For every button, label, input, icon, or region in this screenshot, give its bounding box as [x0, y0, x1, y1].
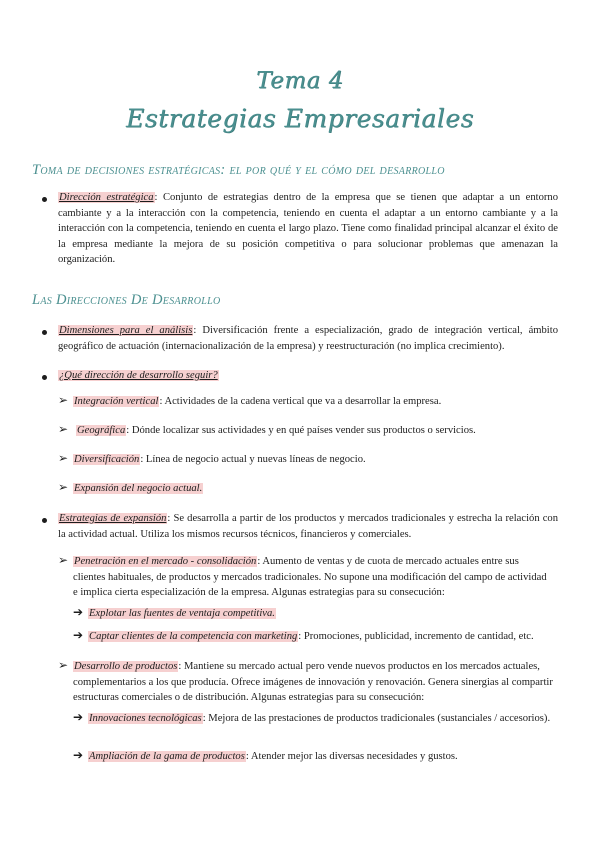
arrow-bullet: ➢	[58, 393, 69, 407]
term-captar: Captar clientes de la competencia con marketing	[89, 631, 298, 642]
term-expansion: Expansión del negocio actual.	[74, 483, 203, 494]
strategy-item	[88, 629, 558, 645]
item-text: : Mejora de las prestaciones de productos tradicionales (sustanciales / accesorios).	[202, 713, 551, 724]
expansion-sub2	[73, 659, 553, 706]
term-integracion-vertical: Integración vertical	[74, 396, 159, 407]
arrow-right-icon: ➔	[73, 748, 84, 762]
strategy-item	[88, 711, 558, 727]
section2-bullet2	[58, 368, 558, 384]
arrow-bullet: ➢	[58, 422, 69, 436]
doc-title-line2: Estrategias Empresariales	[126, 104, 474, 133]
term-estrategias-expansion: Estrategias de expansión	[59, 513, 167, 524]
bullet-dot	[42, 197, 47, 202]
section2-bullet3	[58, 511, 558, 542]
direction-item	[73, 452, 563, 468]
arrow-bullet: ➢	[58, 480, 69, 494]
item-text: : Línea de negocio actual y nuevas líneas de negocio.	[140, 454, 366, 465]
expansion-sub1	[73, 554, 553, 601]
doc-title-line1: Tema 4	[256, 68, 344, 94]
term-que-direccion: ¿Qué dirección de desarrollo seguir?	[59, 370, 218, 381]
sub-text: : Aumento de ventas y de cuota de mercado actuales entre sus clientes habituales, de productos y mercados tradicionales. No supone una modificación del campo de actividad e implica cierta especialización de la empresa. Algunas estrategias para su consecución:	[73, 556, 547, 598]
section2-bullet1	[58, 323, 558, 354]
term-innovaciones: Innovaciones tecnológicas	[89, 713, 202, 724]
term-desarrollo-productos: Desarrollo de productos	[74, 661, 178, 672]
arrow-bullet: ➢	[58, 451, 69, 465]
bullet-dot	[42, 330, 47, 335]
section1-heading: Toma de decisiones estratégicas: el por qué y el cómo del desarrollo	[32, 162, 445, 178]
bullet-text: : Conjunto de estrategias dentro de la empresa que se tienen que adaptar a un entorno cambiante y a la interacción con la competencia, teniendo en cuenta el adaptar a un entorno cambiante y a la interacción con la competencia, teniendo en cuenta el largo plazo. Tiene como finalidad principal alcanzar el éxito de la empresa mediante la mejora de su posición competitiva o para solucionar problemas que amenazan la organización.	[58, 192, 558, 265]
term-diversificacion: Diversificación	[74, 454, 140, 465]
arrow-right-icon: ➔	[73, 628, 84, 642]
item-text: : Actividades de la cadena vertical que va a desarrollar la empresa.	[159, 396, 442, 407]
term-dimensiones: Dimensiones para el análisis	[59, 325, 193, 336]
strategy-item	[88, 749, 558, 765]
direction-item	[73, 481, 563, 497]
term-ampliacion: Ampliación de la gama de productos	[89, 751, 245, 762]
arrow-right-icon: ➔	[73, 710, 84, 724]
bullet-text: : Se desarrolla a partir de los productos y mercados tradicionales y estrecha la relación con la actividad actual. Utiliza los mismos recursos técnicos, financieros y comerciales.	[58, 513, 559, 540]
item-text: : Promociones, publicidad, incremento de cantidad, etc.	[298, 631, 534, 642]
strategy-item	[88, 606, 558, 622]
section1-bullet1	[58, 190, 558, 268]
term-penetracion: Penetración en el mercado - consolidación	[74, 556, 257, 567]
arrow-right-icon: ➔	[73, 605, 84, 619]
direction-item	[76, 423, 566, 439]
bullet-dot	[42, 375, 47, 380]
term-explotar: Explotar las fuentes de ventaja competitiva.	[89, 608, 275, 619]
term-direccion-estrategica: Dirección estratégica	[59, 192, 154, 203]
bullet-text: : Diversificación frente a especialización, grado de integración vertical, ámbito geográfico de actuación (internacionalización de la empresa) y reestructuración (no implica crecimiento).	[58, 325, 558, 352]
arrow-bullet: ➢	[58, 553, 69, 567]
sub-text: : Mantiene su mercado actual pero vende nuevos productos en los mercados actuales, complementarios a los que producía. Ofrece imágenes de innovación y renovación. Genera sinergias al compartir estructuras comerciales o de distribución. Algunas estrategias para su consecución:	[73, 661, 553, 703]
bullet-dot	[42, 518, 47, 523]
direction-item	[73, 394, 563, 410]
arrow-bullet: ➢	[58, 658, 69, 672]
item-text: : Atender mejor las diversas necesidades y gustos.	[245, 751, 458, 762]
term-geografica: Geográfica	[77, 425, 126, 436]
item-text: : Dónde localizar sus actividades y en qué países vender sus productos o servicios.	[126, 425, 476, 436]
section2-heading: Las Direcciones De Desarrollo	[32, 292, 221, 308]
